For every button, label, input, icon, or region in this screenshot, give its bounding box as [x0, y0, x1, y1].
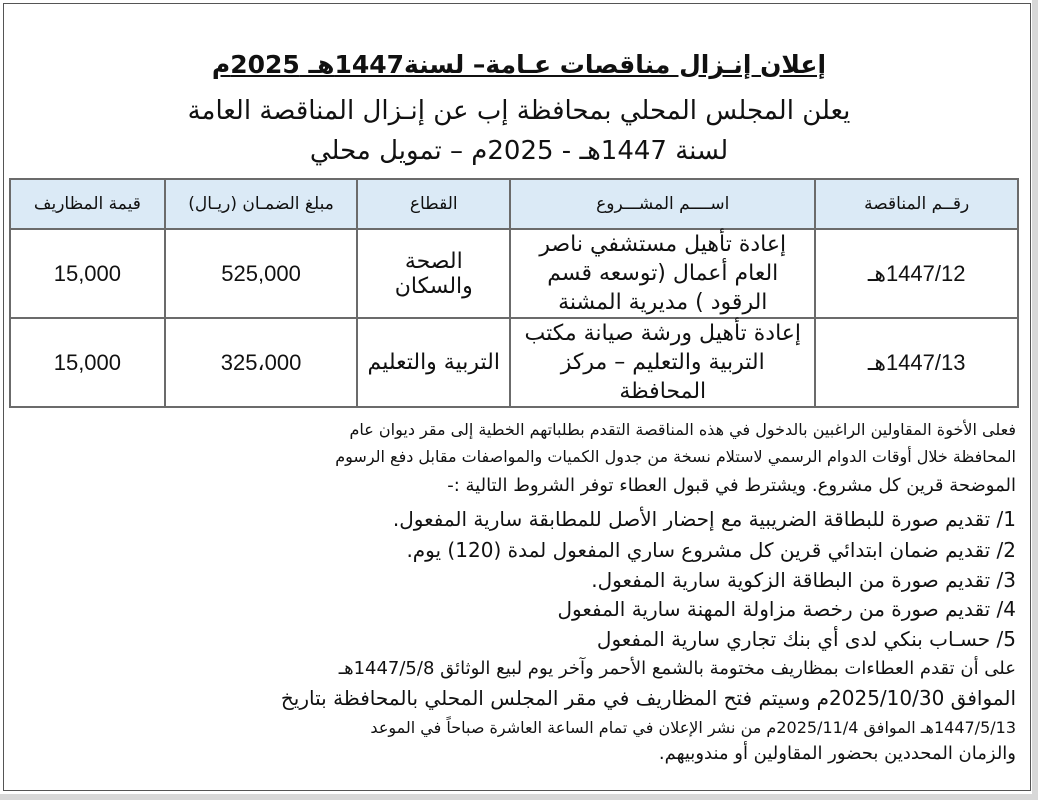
- condition-2: 2/ تقديم ضمان ابتدائي قرين كل مشروع ساري المفعول لمدة (120) يوم.: [406, 538, 1016, 562]
- cell-project: إعادة تأهيل مستشفي ناصر العام أعمال (توسعه قسم الرقود ) مديرية المشنة: [510, 229, 815, 318]
- header-tender-no: رقــم المناقصة: [815, 179, 1018, 229]
- cell-sector: الصحة والسكان: [357, 229, 510, 318]
- cell-docs-value: 15,000: [10, 318, 165, 407]
- condition-1: 1/ تقديم صورة للبطاقة الضريبية مع إحضار الأصل للمطابقة سارية المفعول.: [392, 507, 1016, 531]
- header-guarantee: مبلغ الضمـان (ريـال): [165, 179, 358, 229]
- announcement-subtitle-2: لسنة 1447هـ - 2025م – تمويل محلي: [309, 136, 729, 166]
- header-docs-value: قيمة المظاريف: [10, 179, 165, 229]
- table-row: [10, 229, 1018, 318]
- body-paragraph-7: والزمان المحددين بحضور المقاولين أو مندوبيهم.: [658, 743, 1016, 764]
- cell-tender-no: 1447/12هـ: [815, 229, 1018, 318]
- bottom-edge: [0, 794, 1038, 800]
- body-paragraph-2: المحافظة خلال أوقات الدوام الرسمي لاستلام نسخة من جدول الكميات والمواصفات مقابل دفع الرسوم: [335, 447, 1016, 466]
- announcement-title: إعلان إنـزال مناقصات عـامة– لسنة1447هـ 2025م: [211, 50, 827, 79]
- announcement-subtitle-1: يعلن المجلس المحلي بمحافظة إب عن إنـزال المناقصة العامة: [187, 96, 851, 126]
- header-sector: القطاع: [357, 179, 510, 229]
- cell-docs-value: 15,000: [10, 229, 165, 318]
- condition-3: 3/ تقديم صورة من البطاقة الزكوية سارية المفعول.: [591, 568, 1016, 592]
- body-paragraph-5: الموافق 2025/10/30م وسيتم فتح المظاريف في مقر المجلس المحلي بالمحافظة بتاريخ: [280, 686, 1016, 710]
- cell-guarantee: 325،000: [165, 318, 358, 407]
- cell-tender-no: 1447/13هـ: [815, 318, 1018, 407]
- table-header-row: [10, 179, 1018, 229]
- body-paragraph-3: الموضحة قرين كل مشروع. ويشترط في قبول العطاء توفر الشروط التالية :-: [447, 475, 1016, 496]
- body-paragraph-1: فعلى الأخوة المقاولين الراغبين بالدخول في هذه المناقصة التقدم بطلباتهم الخطية إلى مقر ديوان عام: [349, 420, 1016, 439]
- cell-sector: التربية والتعليم: [357, 318, 510, 407]
- cell-guarantee: 525,000: [165, 229, 358, 318]
- header-project: اســــم المشـــروع: [510, 179, 815, 229]
- body-paragraph-6: 1447/5/13هـ الموافق 2025/11/4م من نشر الإعلان في تمام الساعة العاشرة صباحاً في الموعد: [370, 718, 1016, 737]
- body-paragraph-4: على أن تقدم العطاءات بمظاريف مختومة بالشمع الأحمر وآخر يوم لبيع الوثائق 1447/5/8هـ: [338, 658, 1016, 679]
- condition-4: 4/ تقديم صورة من رخصة مزاولة المهنة سارية المفعول: [557, 597, 1016, 621]
- tenders-table: [9, 178, 1019, 408]
- condition-5: 5/ حسـاب بنكي لدى أي بنك تجاري سارية المفعول: [596, 627, 1016, 651]
- table-row: [10, 318, 1018, 407]
- cell-project: إعادة تأهيل ورشة صيانة مكتب التربية والتعليم – مركز المحافظة: [510, 318, 815, 407]
